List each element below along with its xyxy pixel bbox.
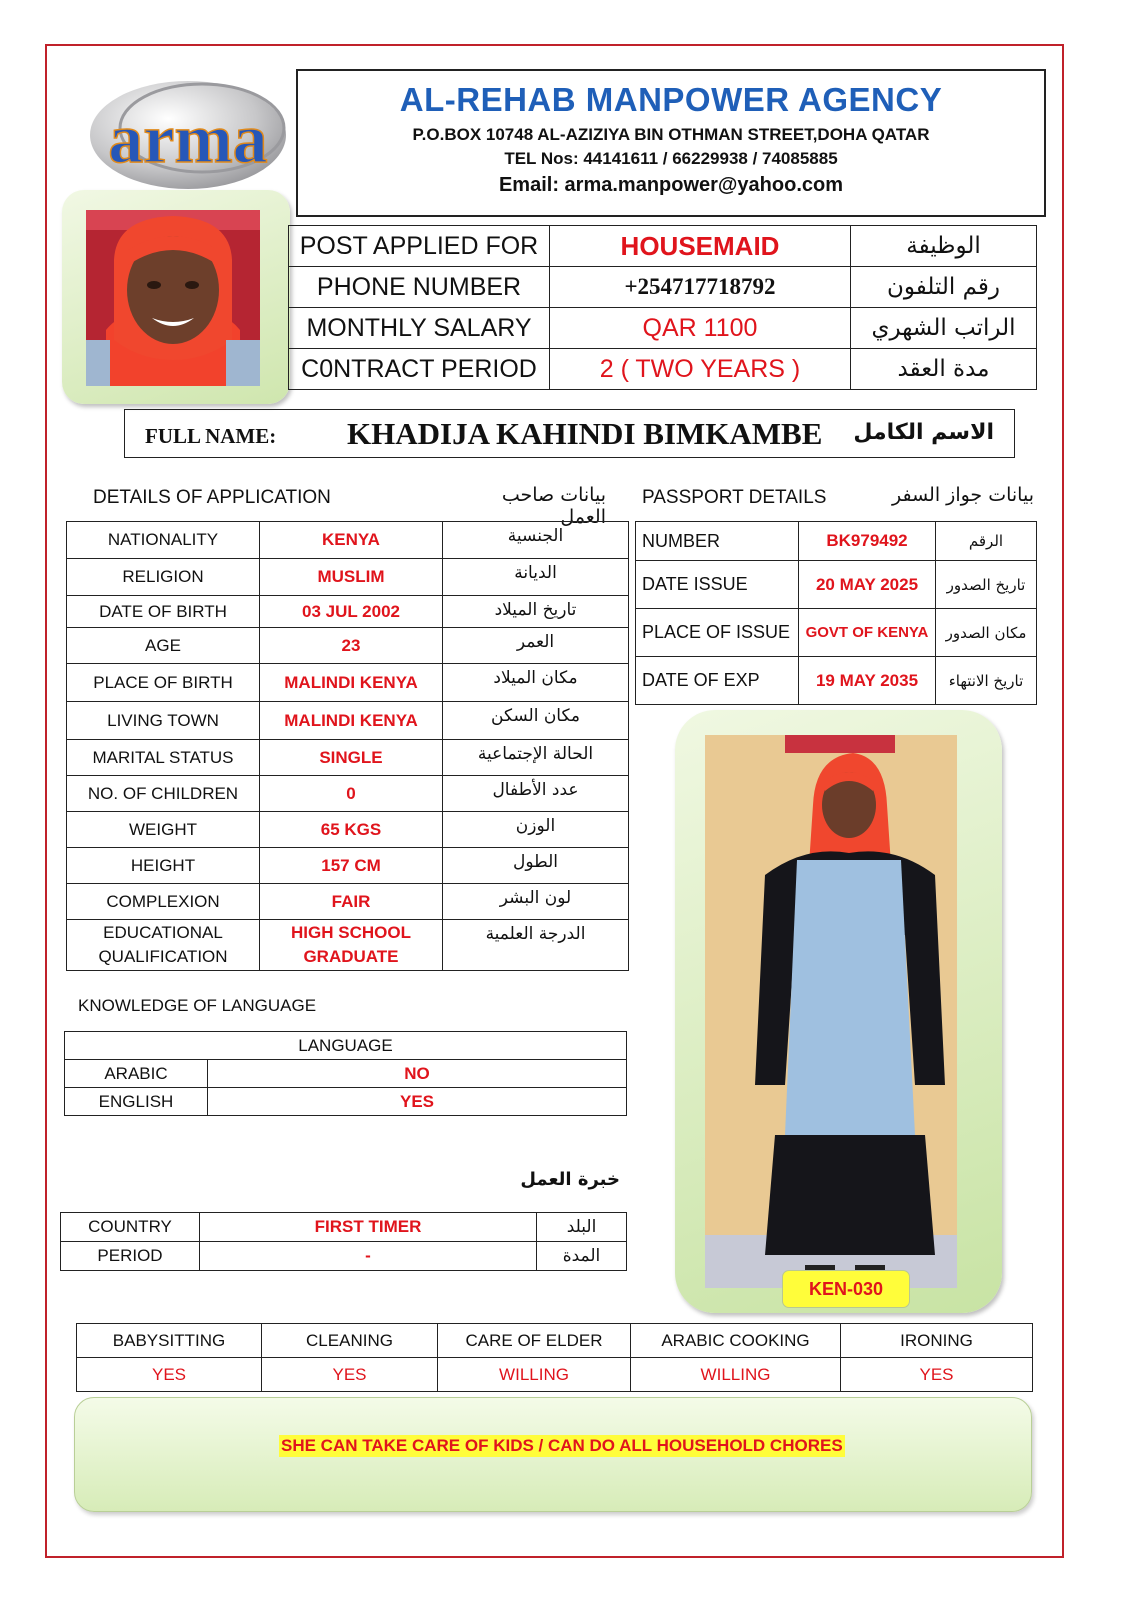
period-label: PERIOD — [61, 1242, 200, 1271]
experience-title-ar: خبرة العمل — [520, 1169, 620, 1190]
education-value: HIGH SCHOOL GRADUATE — [260, 920, 443, 971]
portrait-photo-frame — [62, 190, 290, 404]
table-row — [67, 884, 629, 920]
skill-elder-care-label: CARE OF ELDER — [438, 1324, 631, 1358]
skill-cleaning-value: YES — [262, 1358, 438, 1392]
table-row — [636, 561, 1037, 609]
issue-place-label: PLACE OF ISSUE — [636, 609, 799, 657]
complexion-label: COMPLEXION — [67, 884, 260, 920]
post-label: POST APPLIED FOR — [289, 226, 550, 267]
english-label: ENGLISH — [65, 1088, 208, 1116]
skill-arabic-cooking-label: ARABIC COOKING — [631, 1324, 841, 1358]
age-value: 23 — [260, 628, 443, 664]
table-row — [61, 1213, 627, 1242]
skill-cleaning-label: CLEANING — [262, 1324, 438, 1358]
period-label-ar: المدة — [537, 1242, 627, 1271]
religion-label: RELIGION — [67, 559, 260, 596]
agency-email: Email: arma.manpower@yahoo.com — [498, 174, 844, 196]
table-row — [65, 1032, 627, 1060]
logo-text: arma — [108, 101, 268, 178]
expiry-label-ar: تاريخ الانتهاء — [936, 657, 1037, 705]
table-row — [636, 522, 1037, 561]
passport-title: PASSPORT DETAILS — [642, 487, 827, 508]
skill-babysitting-value: YES — [77, 1358, 262, 1392]
table-row — [77, 1358, 1033, 1392]
complexion-value: FAIR — [260, 884, 443, 920]
education-label: EDUCATIONAL QUALIFICATION — [67, 920, 260, 971]
table-row — [289, 226, 1037, 267]
languages-header: LANGUAGE — [65, 1032, 627, 1060]
issue-date-label: DATE ISSUE — [636, 561, 799, 609]
salary-value: QAR 1100 — [550, 308, 851, 349]
table-row — [67, 848, 629, 884]
full-body-photo — [705, 735, 957, 1288]
country-label: COUNTRY — [61, 1213, 200, 1242]
marital-status-label: MARITAL STATUS — [67, 740, 260, 776]
table-row — [67, 740, 629, 776]
table-row — [67, 812, 629, 848]
table-row — [65, 1088, 627, 1116]
pob-label-ar: مكان الميلاد — [443, 664, 629, 702]
remarks-text: SHE CAN TAKE CARE OF KIDS / CAN DO ALL HOUSEHOLD CHORES — [281, 1436, 843, 1455]
height-label: HEIGHT — [67, 848, 260, 884]
phone-label: PHONE NUMBER — [289, 267, 550, 308]
full-name-value: KHADIJA KAHINDI BIMKAMBE — [347, 416, 823, 451]
skill-ironing-value: YES — [841, 1358, 1033, 1392]
living-town-label-ar: مكان السكن — [443, 702, 629, 740]
table-row — [61, 1242, 627, 1271]
dob-label: DATE OF BIRTH — [67, 596, 260, 628]
height-value: 157 CM — [260, 848, 443, 884]
age-label-ar: العمر — [443, 628, 629, 664]
issue-place-label-ar: مكان الصدور — [936, 609, 1037, 657]
salary-label-ar: الراتب الشهري — [851, 308, 1037, 349]
table-row — [67, 596, 629, 628]
arabic-label: ARABIC — [65, 1060, 208, 1088]
table-row — [289, 267, 1037, 308]
agency-address: P.O.BOX 10748 AL-AZIZIYA BIN OTHMAN STREET,DOHA QATAR — [412, 125, 930, 144]
education-label-ar: الدرجة العلمية — [443, 920, 629, 971]
skill-arabic-cooking-value: WILLING — [631, 1358, 841, 1392]
table-row — [67, 559, 629, 596]
country-label-ar: البلد — [537, 1213, 627, 1242]
weight-label: WEIGHT — [67, 812, 260, 848]
passport-number-label-ar: الرقم — [936, 522, 1037, 561]
table-row — [65, 1060, 627, 1088]
living-town-value: MALINDI KENYA — [260, 702, 443, 740]
religion-label-ar: الديانة — [443, 559, 629, 596]
reference-code: KEN-030 — [782, 1270, 910, 1308]
skill-babysitting-label: BABYSITTING — [77, 1324, 262, 1358]
table-row — [636, 657, 1037, 705]
skills-table — [76, 1323, 1033, 1392]
languages-title: KNOWLEDGE OF LANGUAGE — [78, 996, 317, 1015]
weight-label-ar: الوزن — [443, 812, 629, 848]
table-row — [67, 664, 629, 702]
full-name-label: FULL NAME: — [145, 424, 277, 448]
full-name-label-ar: الاسم الكامل — [853, 420, 994, 445]
languages-table — [64, 1031, 627, 1116]
weight-value: 65 KGS — [260, 812, 443, 848]
table-row — [77, 1324, 1033, 1358]
nationality-value: KENYA — [260, 522, 443, 559]
post-label-ar: الوظيفة — [851, 226, 1037, 267]
issue-place-value: GOVT OF KENYA — [799, 609, 936, 657]
skill-elder-care-value: WILLING — [438, 1358, 631, 1392]
table-row — [289, 308, 1037, 349]
children-label-ar: عدد الأطفال — [443, 776, 629, 812]
contract-label: C0NTRACT PERIOD — [289, 349, 550, 390]
table-row — [636, 609, 1037, 657]
table-row — [67, 920, 629, 971]
pob-label: PLACE OF BIRTH — [67, 664, 260, 702]
living-town-label: LIVING TOWN — [67, 702, 260, 740]
passport-number-label: NUMBER — [636, 522, 799, 561]
contract-label-ar: مدة العقد — [851, 349, 1037, 390]
post-details-table — [288, 225, 1037, 390]
issue-date-value: 20 MAY 2025 — [799, 561, 936, 609]
passport-title-ar: بيانات جواز السفر — [892, 484, 1034, 506]
phone-value: +254717718792 — [550, 267, 851, 308]
post-value: HOUSEMAID — [550, 226, 851, 267]
skill-ironing-label: IRONING — [841, 1324, 1033, 1358]
nationality-label-ar: الجنسية — [443, 522, 629, 559]
pob-value: MALINDI KENYA — [260, 664, 443, 702]
passport-table — [635, 521, 1037, 705]
period-value: - — [200, 1242, 537, 1271]
complexion-label-ar: لون البشر — [443, 884, 629, 920]
agency-phones: TEL Nos: 44141611 / 66229938 / 74085885 — [504, 149, 838, 168]
expiry-label: DATE OF EXP — [636, 657, 799, 705]
nationality-label: NATIONALITY — [67, 522, 260, 559]
table-row — [289, 349, 1037, 390]
country-value: FIRST TIMER — [200, 1213, 537, 1242]
application-title: DETAILS OF APPLICATION — [93, 487, 331, 508]
application-table — [66, 521, 629, 971]
experience-table — [60, 1212, 627, 1271]
dob-label-ar: تاريخ الميلاد — [443, 596, 629, 628]
issue-date-label-ar: تاريخ الصدور — [936, 561, 1037, 609]
agency-logo — [84, 76, 292, 194]
dob-value: 03 JUL 2002 — [260, 596, 443, 628]
age-label: AGE — [67, 628, 260, 664]
remarks-panel — [74, 1397, 1032, 1512]
table-row — [67, 628, 629, 664]
marital-status-label-ar: الحالة الإجتماعية — [443, 740, 629, 776]
children-label: NO. OF CHILDREN — [67, 776, 260, 812]
marital-status-value: SINGLE — [260, 740, 443, 776]
english-value: YES — [208, 1088, 627, 1116]
religion-value: MUSLIM — [260, 559, 443, 596]
agency-header — [296, 69, 1046, 217]
children-value: 0 — [260, 776, 443, 812]
expiry-value: 19 MAY 2035 — [799, 657, 936, 705]
passport-number-value: BK979492 — [799, 522, 936, 561]
phone-label-ar: رقم التلفون — [851, 267, 1037, 308]
height-label-ar: الطول — [443, 848, 629, 884]
table-row — [67, 522, 629, 559]
salary-label: MONTHLY SALARY — [289, 308, 550, 349]
agency-name: AL-REHAB MANPOWER AGENCY — [399, 81, 943, 118]
arabic-value: NO — [208, 1060, 627, 1088]
full-body-photo-frame — [675, 710, 1002, 1313]
table-row — [67, 702, 629, 740]
table-row — [67, 776, 629, 812]
portrait-photo — [86, 210, 260, 386]
application-title-ar: بيانات صاحب العمل — [501, 484, 606, 528]
full-name-box — [124, 409, 1015, 458]
contract-value: 2 ( TWO YEARS ) — [550, 349, 851, 390]
